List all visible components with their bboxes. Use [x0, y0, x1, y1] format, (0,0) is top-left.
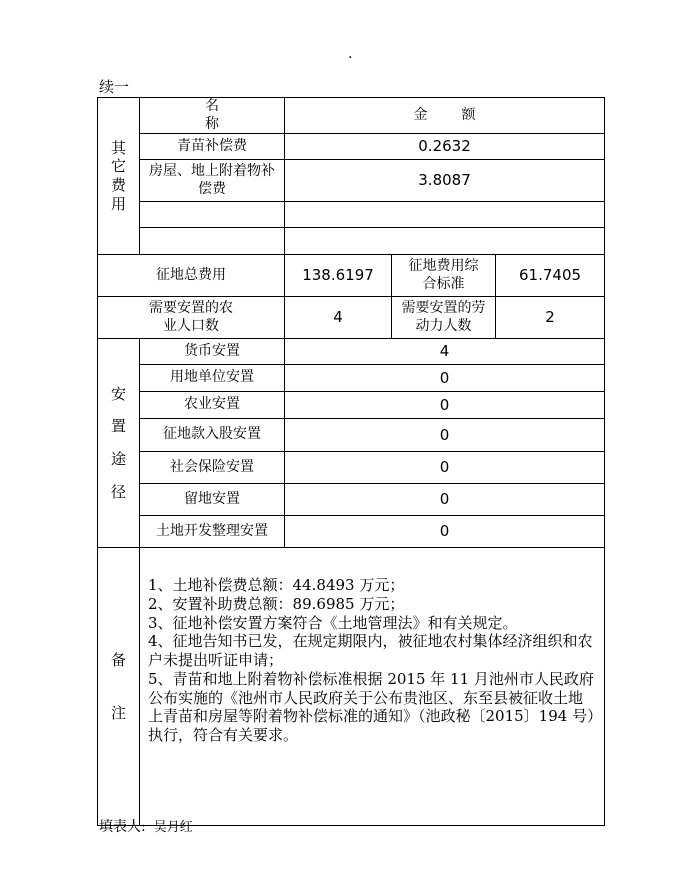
resettlement-name-monetary: 货币安置 [140, 339, 285, 365]
remark-line-4: 4、征地告知书已发，在规定期限内，被征地农村集体经济组织和农户未提出听证申请； [148, 632, 593, 669]
resettlement-name-agriculture: 农业安置 [140, 392, 285, 419]
standard-label: 征地费用综合标准 [392, 255, 496, 297]
fee-name-empty-2 [140, 228, 285, 255]
fee-amount-housing: 3.8087 [285, 160, 605, 202]
resettlement-value-land-development: 0 [285, 516, 605, 548]
fee-amount-empty-2 [285, 228, 605, 255]
fee-name-seedling: 青苗补偿费 [140, 134, 285, 160]
resettlement-value-reserved-land: 0 [285, 484, 605, 516]
total-fee-value: 138.6197 [285, 255, 392, 297]
remarks-group-label: 备 注 [98, 548, 140, 826]
resettlement-name-equity: 征地款入股安置 [140, 419, 285, 452]
land-requisition-form-table [97, 97, 605, 826]
remarks-content [140, 548, 605, 826]
population-value: 4 [285, 297, 392, 339]
fee-amount-seedling: 0.2632 [285, 134, 605, 160]
resettlement-value-monetary: 4 [285, 339, 605, 365]
standard-value: 61.7405 [496, 255, 605, 297]
remark-line-2: 2、安置补助费总额：89.6985 万元； [148, 594, 405, 613]
fee-amount-empty-1 [285, 202, 605, 228]
labor-value: 2 [496, 297, 605, 339]
filler-label: 填表人: [99, 819, 146, 835]
remark-line-5: 5、青苗和地上附着物补偿标准根据 2015 年 11 月池州市人民政府公布实施的《池州市人民政府关于公布贵池区、东至县被征收土地上青苗和房屋等附着物补偿标准的通知》（池政秘〔2015〕194 号）执行，符合有关要求。 [148, 669, 595, 744]
header-amount: 金额 [285, 98, 605, 134]
resettlement-value-employer: 0 [285, 365, 605, 392]
remark-line-1: 1、土地补偿费总额：44.8493 万元； [148, 576, 405, 594]
header-name: 名称 [140, 98, 285, 134]
labor-label: 需要安置的劳动力人数 [392, 297, 496, 339]
filler-name: 吴月红 [153, 820, 193, 835]
population-label: 需要安置的农业人口数 [98, 297, 285, 339]
fee-name-housing: 房屋、地上附着物补偿费 [140, 160, 285, 202]
resettlement-name-social-insurance: 社会保险安置 [140, 452, 285, 484]
top-mark: . [348, 46, 353, 62]
resettlement-value-equity: 0 [285, 419, 605, 452]
resettlement-value-social-insurance: 0 [285, 452, 605, 484]
remark-line-3: 3、征地补偿安置方案符合《土地管理法》和有关规定。 [148, 613, 518, 632]
resettlement-name-land-development: 土地开发整理安置 [140, 516, 285, 548]
form-filler [99, 816, 193, 836]
resettlement-name-reserved-land: 留地安置 [140, 484, 285, 516]
other-fees-group-label: 其 它 费 用 [98, 98, 140, 255]
continuation-label: 续一 [99, 78, 130, 96]
total-fee-label: 征地总费用 [98, 255, 285, 297]
resettlement-value-agriculture: 0 [285, 392, 605, 419]
resettlement-group-label: 安 置 途 径 [98, 339, 140, 548]
resettlement-name-employer: 用地单位安置 [140, 365, 285, 392]
fee-name-empty-1 [140, 202, 285, 228]
